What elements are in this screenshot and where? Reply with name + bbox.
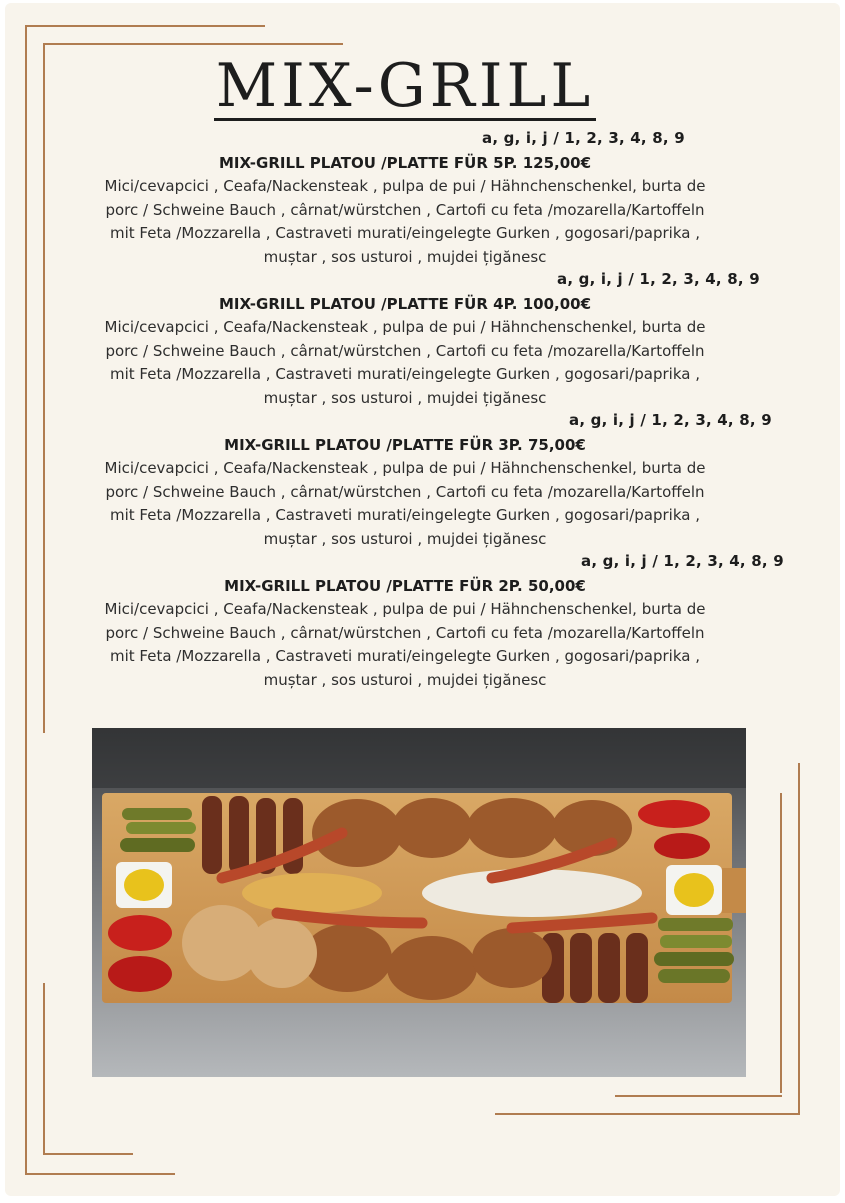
frame-line xyxy=(25,1173,175,1175)
description-line: Mici/cevapcici , Ceafa/Nackensteak , pulpa de pui / Hähnchenschenkel, burta de xyxy=(104,177,706,195)
menu-item-description xyxy=(5,316,805,410)
frame-line xyxy=(615,1095,782,1097)
description-line: Mici/cevapcici , Ceafa/Nackensteak , pulpa de pui / Hähnchenschenkel, burta de xyxy=(104,459,706,477)
page-title xyxy=(5,51,805,121)
description-line: porc / Schweine Bauch , cârnat/würstchen , Cartofi cu feta /mozarella/Kartoffeln xyxy=(105,482,705,501)
frame-line xyxy=(43,1153,133,1155)
description-line: porc / Schweine Bauch , cârnat/würstchen , Cartofi cu feta /mozarella/Kartoffeln xyxy=(105,341,705,360)
description-line: Mici/cevapcici , Ceafa/Nackensteak , pulpa de pui / Hähnchenschenkel, burta de xyxy=(104,600,706,618)
menu-item-description xyxy=(5,175,805,269)
allergen-codes: a, g, i, j / 1, 2, 3, 4, 8, 9 xyxy=(569,411,772,429)
description-line: muștar , sos usturoi , mujdei țigănesc xyxy=(263,670,547,689)
menu-item-description xyxy=(5,457,805,551)
description-line: porc / Schweine Bauch , cârnat/würstchen , Cartofi cu feta /mozarella/Kartoffeln xyxy=(105,623,705,642)
menu-item-name: MIX-GRILL PLATOU /PLATTE FÜR 2P. 50,00€ xyxy=(224,577,586,595)
description-line: porc / Schweine Bauch , cârnat/würstchen , Cartofi cu feta /mozarella/Kartoffeln xyxy=(105,200,705,219)
frame-line xyxy=(25,25,265,27)
description-line: mit Feta /Mozzarella , Castraveti murati/eingelegte Gurken , gogosari/paprika , xyxy=(110,506,700,524)
description-line: mit Feta /Mozzarella , Castraveti murati/eingelegte Gurken , gogosari/paprika , xyxy=(110,224,700,242)
menu-page xyxy=(5,3,840,1196)
frame-line xyxy=(780,793,782,1093)
description-line: muștar , sos usturoi , mujdei țigănesc xyxy=(263,247,547,266)
description-line: mit Feta /Mozzarella , Castraveti murati/eingelegte Gurken , gogosari/paprika , xyxy=(110,647,700,665)
frame-line xyxy=(43,43,343,45)
frame-line xyxy=(495,1113,800,1115)
menu-item-name: MIX-GRILL PLATOU /PLATTE FÜR 4P. 100,00€ xyxy=(218,295,592,313)
allergen-codes: a, g, i, j / 1, 2, 3, 4, 8, 9 xyxy=(557,270,760,288)
page-title-text: MIX-GRILL xyxy=(215,51,595,121)
description-line: muștar , sos usturoi , mujdei țigănesc xyxy=(263,388,547,407)
description-line: Mici/cevapcici , Ceafa/Nackensteak , pulpa de pui / Hähnchenschenkel, burta de xyxy=(104,318,706,336)
allergen-codes: a, g, i, j / 1, 2, 3, 4, 8, 9 xyxy=(581,552,784,570)
menu-item-description xyxy=(5,598,805,692)
frame-line xyxy=(798,763,800,1113)
frame-line xyxy=(43,983,45,1153)
allergen-codes: a, g, i, j / 1, 2, 3, 4, 8, 9 xyxy=(482,129,685,147)
menu-item-name: MIX-GRILL PLATOU /PLATTE FÜR 5P. 125,00€ xyxy=(218,154,592,172)
menu-item-name: MIX-GRILL PLATOU /PLATTE FÜR 3P. 75,00€ xyxy=(224,436,586,454)
description-line: muștar , sos usturoi , mujdei țigănesc xyxy=(263,529,547,548)
platter-photo xyxy=(92,728,746,1077)
description-line: mit Feta /Mozzarella , Castraveti murati/eingelegte Gurken , gogosari/paprika , xyxy=(110,365,700,383)
